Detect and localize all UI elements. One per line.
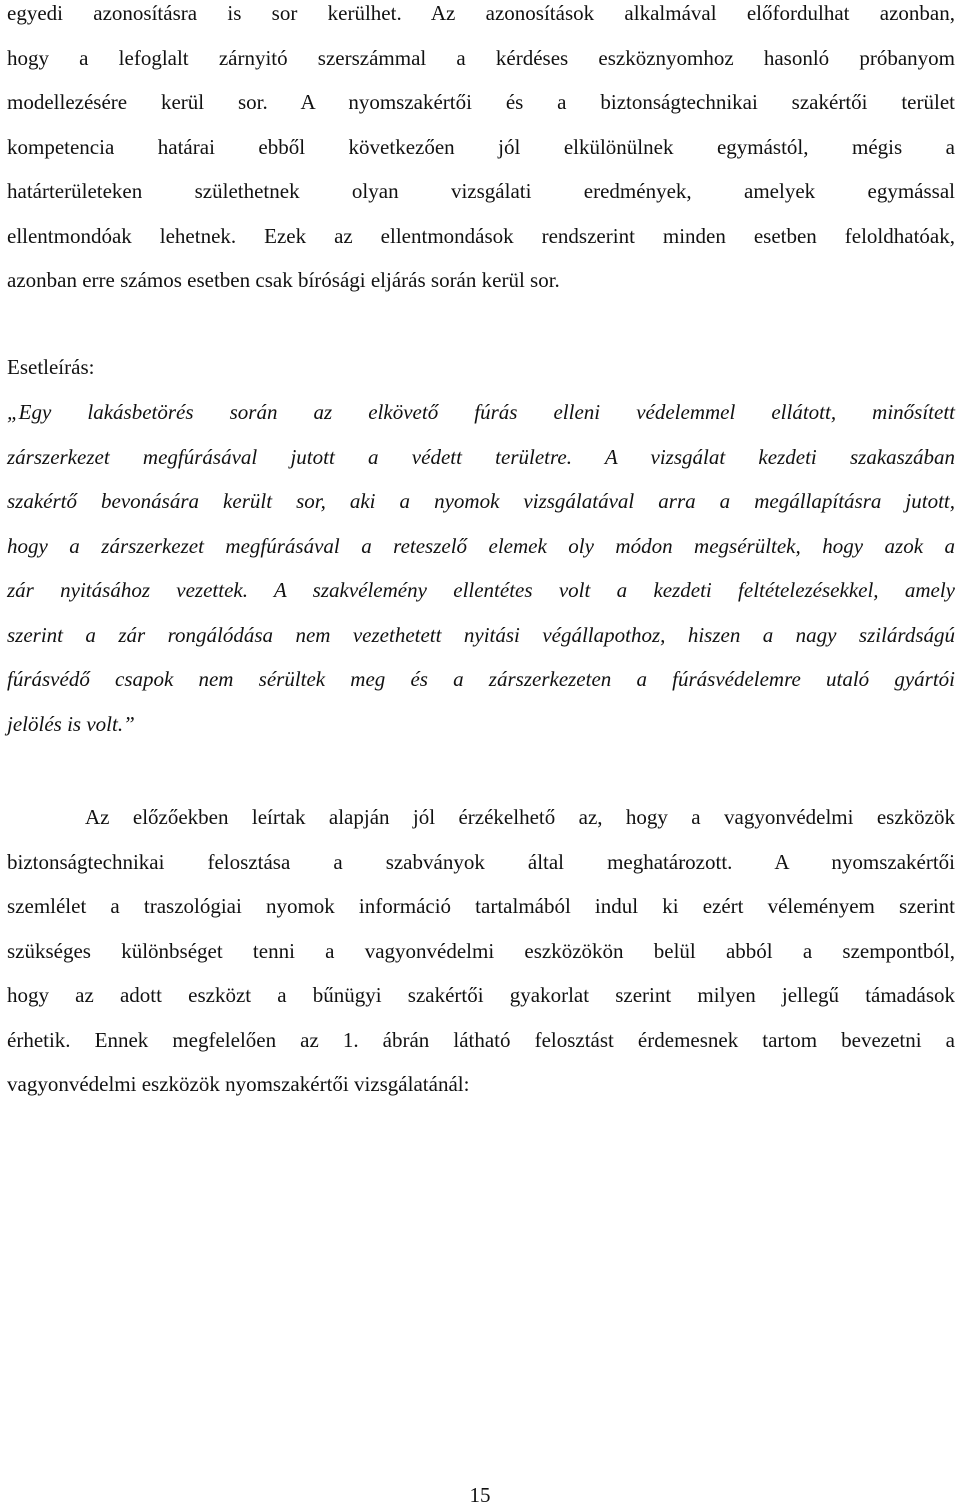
text-line: szerint a zár rongálódása nem vezethetett nyitási végállapothoz, hiszen a nagy szilárdságú [7, 622, 955, 647]
text-line: szemlélet a traszológiai nyomok információ tartalmából indul ki ezért véleményem szerint [7, 894, 955, 918]
text-line: egyedi azonosításra is sor kerülhet. Az azonosítások alkalmával előfordulhat azonban, [7, 1, 955, 25]
case-heading: Esetleírás: [7, 355, 95, 379]
text-line: azonban erre számos esetben csak bírósági eljárás során kerül sor. [7, 268, 560, 292]
text-line: Az előzőekben leírtak alapján jól érzékelhető az, hogy a vagyonvédelmi eszközök [85, 805, 955, 829]
text-line: hogy a lefoglalt zárnyitó szerszámmal a kérdéses eszköznyomhoz hasonló próbanyom [7, 45, 955, 70]
text-line: határterületeken születhetnek olyan vizsgálati eredmények, amelyek egymással [7, 179, 955, 203]
case-description [7, 399, 955, 755]
text-line: zár nyitásához vezettek. A szakvélemény ellentétes volt a kezdeti feltételezésekkel, amely [7, 578, 955, 602]
text-line: vagyonvédelmi eszközök nyomszakértői vizsgálatánál: [7, 1072, 470, 1096]
text-line: fúrásvédő csapok nem sérültek meg és a zárszerkezeten a fúrásvédelemre utaló gyártói [7, 667, 955, 691]
text-line: „Egy lakásbetörés során az elkövető fúrás elleni védelemmel ellátott, minősített [7, 400, 955, 424]
text-line: modellezésére kerül sor. A nyomszakértői és a biztonságtechnikai szakértői terület [7, 90, 955, 114]
text-line: érhetik. Ennek megfelelően az 1. ábrán látható felosztást érdemesnek tartom bevezetni a [7, 1027, 955, 1052]
text-line: biztonságtechnikai felosztása a szabványok által meghatározott. A nyomszakértői [7, 849, 955, 874]
text-line: szükséges különbséget tenni a vagyonvédelmi eszközökön belül abból a szempontból, [7, 938, 955, 963]
text-line: jelölés is volt.” [7, 711, 135, 736]
page-number: 15 [469, 1483, 491, 1507]
text-line: hogy a zárszerkezet megfúrásával a reteszelő elemek oly módon megsérültek, hogy azok a [7, 533, 955, 558]
text-line: ellentmondóak lehetnek. Ezek az ellentmondások rendszerint minden esetben feloldhatóak, [7, 223, 955, 248]
text-line: zárszerkezet megfúrásával jutott a védett területre. A vizsgálat kezdeti szakaszában [7, 444, 955, 469]
paragraph-intro [7, 0, 955, 312]
text-line: szakértő bevonására került sor, aki a nyomok vizsgálatával arra a megállapításra jutott, [7, 489, 955, 513]
paragraph-conclusion [7, 804, 955, 1116]
text-line: kompetencia határai ebből következően jól elkülönülnek egymástól, mégis a [7, 134, 955, 159]
text-line: hogy az adott eszközt a bűnügyi szakértői gyakorlat szerint milyen jellegű támadások [7, 983, 955, 1007]
